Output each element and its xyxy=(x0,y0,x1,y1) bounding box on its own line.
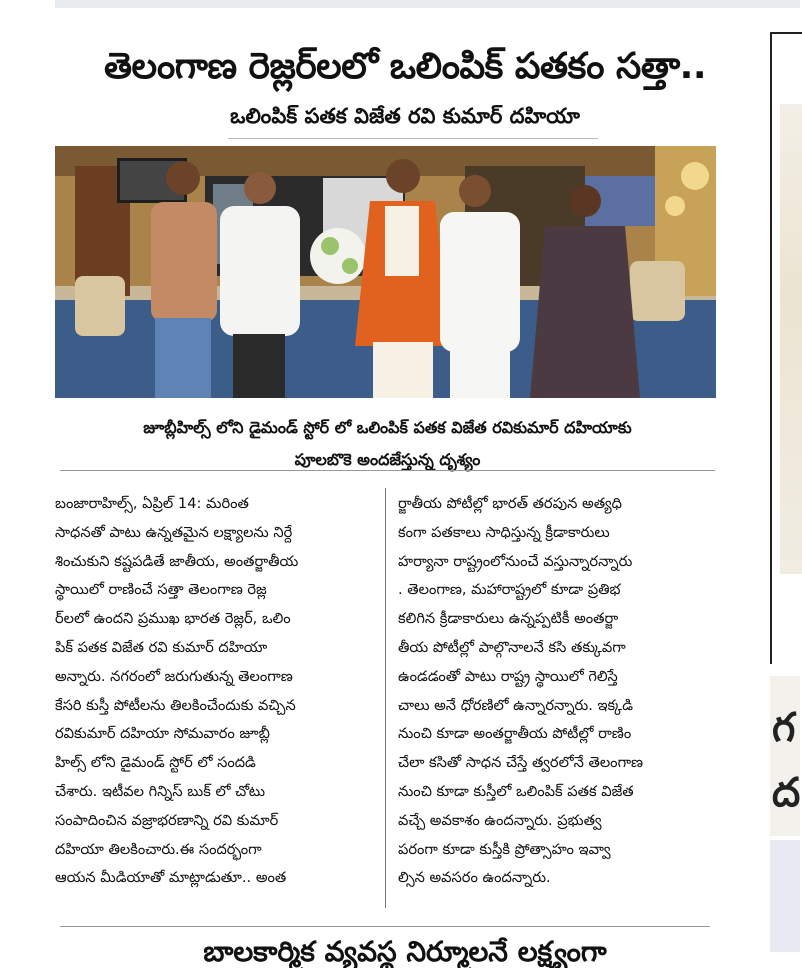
body-line: సంపాదించిన వజ్రాభరణాన్ని రవి కుమార్ xyxy=(55,811,279,829)
body-line: చేశారు. ఇటీవల గిన్నిస్ బుక్ లో చోటు xyxy=(55,782,266,800)
body-line: దహియా తిలకించారు.ఈ సందర్భంగా xyxy=(55,840,262,858)
body-line: రవికుమార్ దహియా సోమవారం జూబ్లీ xyxy=(55,725,270,743)
body-line: హర్యానా రాష్ట్రంలోనుంచే వస్తున్నారన్నారు xyxy=(398,552,633,570)
article-subheadline: ఒలింపిక్ పతక విజేత రవి కుమార్ దహియా xyxy=(230,104,580,128)
adjacent-article-tile-blue xyxy=(770,840,800,952)
adjacent-ad-image xyxy=(780,104,802,574)
body-line: శించుకుని కష్టపడితే జాతీయ, అంతర్జాతీయ xyxy=(55,552,299,570)
article-body-left-column xyxy=(55,490,375,893)
caption-line: జూబ్లీహిల్స్ లోని డైమండ్ స్టోర్ లో ఒలింపిక్ పతక విజేత రవికుమార్ దహియాకు xyxy=(143,418,632,437)
article-headline: తెలంగాణ రెజ్లర్‌లలో ఒలింపిక్ పతకం సత్తా.. xyxy=(103,46,707,87)
next-article-headline-partial: బాలకార్మిక వ్యవస్థ నిర్మూలనే లక్ష్యంగా xyxy=(203,935,607,968)
news-photo-illustration xyxy=(55,146,716,398)
body-line: వచ్చే అవకాశం ఉందన్నారు. ప్రభుత్వ xyxy=(398,811,602,829)
body-line: నుంచి కూడా అంతర్జాతీయ పోటీల్లో రాణిం xyxy=(398,725,632,743)
news-photo xyxy=(55,146,716,398)
caption-line: పూలబొకె అందజేస్తున్న దృశ్యం xyxy=(294,450,481,469)
body-line: కలిగిన క్రీడాకారులు ఉన్నప్పటికీ అంతర్జా xyxy=(398,610,619,628)
body-line: సాధనతో పాటు ఉన్నతమైన లక్ష్యాలను నిర్దే xyxy=(55,523,293,541)
caption-divider xyxy=(60,470,715,471)
body-line: ఆయన మీడియాతో మాట్లాడుతూ.. అంత xyxy=(55,869,287,887)
body-line: చాలు అనే ధోరణిలో ఉన్నారన్నారు. ఇక్కడి xyxy=(398,696,633,714)
adjacent-headline-glyph: ద xyxy=(772,770,801,816)
body-line: కంగా పతకాలు సాధిస్తున్న క్రీడాకారులు xyxy=(398,523,610,541)
body-line: పిక్ పతక విజేత రవి కుమార్ దహియా xyxy=(55,638,268,656)
body-line: నుంచి కూడా కుస్తీలో ఒలింపిక్ పతక విజేత xyxy=(398,782,634,800)
body-line: ల్సిన అవసరం ఉందన్నారు. xyxy=(398,869,551,887)
body-line: అన్నారు. నగరంలో జరుగుతున్న తెలంగాణ xyxy=(55,667,293,685)
body-line: ర్జాతీయ పోటీల్లో భారత్ తరపున అత్యధి xyxy=(398,495,622,512)
body-line: బంజారాహిల్స్, ఏప్రిల్ 14: మరింత xyxy=(55,495,249,512)
body-line: స్థాయిలో రాణించే సత్తా తెలంగాణ రెజ్ల xyxy=(55,581,267,599)
body-line: ర్‌లలో ఉందని ప్రముఖ భారత రెజ్లర్, ఒలిం xyxy=(55,610,291,628)
body-line: చేలా కసితో సాధన చేస్తే త్వరలోనే తెలంగాణ xyxy=(398,754,644,772)
page-top-strip xyxy=(55,0,800,8)
article-end-rule xyxy=(60,926,710,927)
body-line: కేసరి కుస్తీ పోటీలను తిలకించేందుకు వచ్చిన xyxy=(55,696,296,714)
subheadline-underline xyxy=(228,138,598,139)
column-divider xyxy=(385,488,386,908)
body-line: ఉండడంతో పాటు రాష్ట్ర స్థాయిలో గెలిస్తే xyxy=(398,667,618,685)
article-body-right-column xyxy=(398,490,718,893)
adjacent-headline-glyph: గ xyxy=(772,705,796,751)
photo-caption xyxy=(55,412,720,476)
body-line: తీయ పోటీల్లో పాల్గొనాలనే కసి తక్కువగా xyxy=(398,638,626,656)
body-line: హిల్స్ లోని డైమండ్ స్టోర్ లో సందడి xyxy=(55,754,256,772)
adjacent-ad-frame xyxy=(770,32,802,664)
body-line: . తెలంగాణ, మహారాష్ట్రలో కూడా ప్రతిభ xyxy=(398,581,621,599)
body-line: పరంగా కూడా కుస్తీకి ప్రోత్సాహం ఇవ్వా xyxy=(398,840,611,858)
